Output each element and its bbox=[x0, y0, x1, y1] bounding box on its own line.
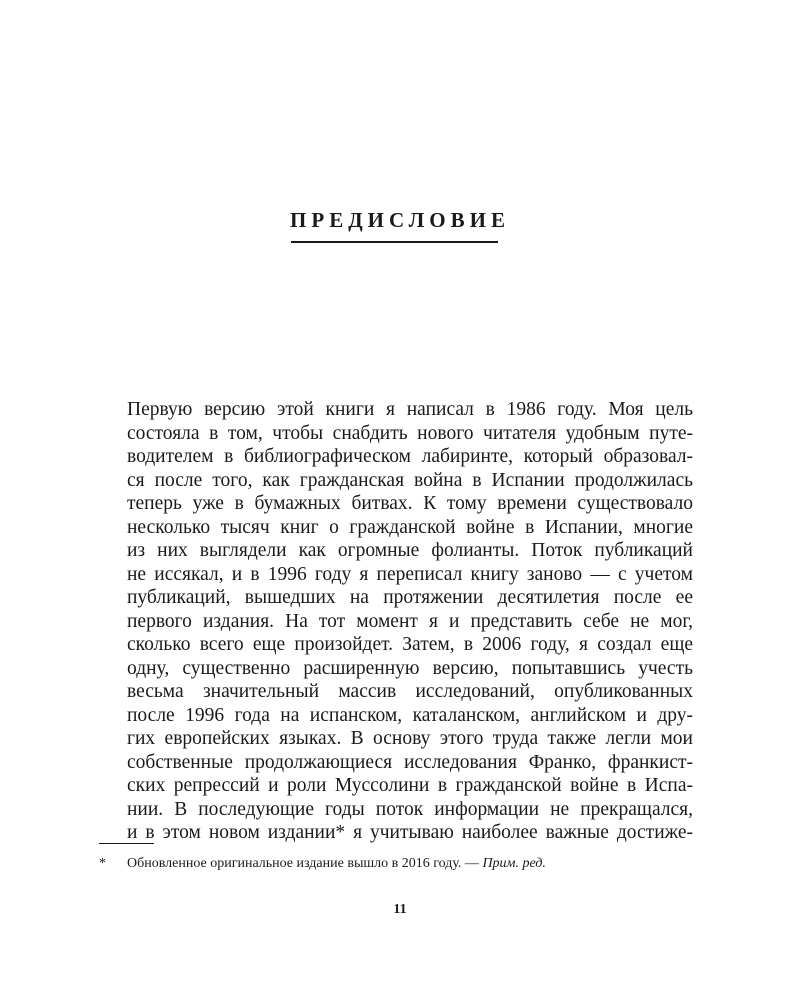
chapter-heading: ПРЕДИСЛОВИЕ bbox=[290, 208, 510, 232]
body-line: несколько тысяч книг о гражданской войне в Испании, многие bbox=[127, 516, 693, 538]
body-line: Первую версию этой книги я написал в 1986 году. Моя цель bbox=[127, 399, 693, 420]
page-number: 11 bbox=[393, 902, 407, 917]
body-line: теперь уже в бумажных битвах. К тому времени существовало bbox=[127, 493, 693, 514]
body-text bbox=[127, 398, 693, 845]
body-line: собственные продолжающиеся исследования Франко, франкист- bbox=[127, 751, 693, 773]
body-line: не иссякал, и в 1996 году я переписал книгу заново — с учетом bbox=[127, 563, 693, 585]
body-line: одну, существенно расширенную версию, попытавшись учесть bbox=[127, 657, 693, 679]
body-line: гих европейских языках. В основу этого труда также легли мои bbox=[127, 728, 693, 749]
footnote-text: Обновленное оригинальное издание вышло в 2016 году. — bbox=[127, 856, 483, 871]
body-line: сколько всего еще произойдет. Затем, в 2006 году, я создал еще bbox=[127, 634, 693, 655]
body-line: после 1996 года на испанском, каталанском, английском и дру- bbox=[127, 704, 693, 726]
footnote-marker: * bbox=[99, 856, 106, 871]
footnote-separator bbox=[99, 843, 154, 844]
body-line: из них выглядели как огромные фолианты. Поток публикаций bbox=[127, 540, 693, 561]
body-line: водителем в библиографическом лабиринте, который образовал- bbox=[127, 446, 693, 467]
footnote-attribution: Прим. ред. bbox=[482, 856, 546, 871]
body-line: весьма значительный массив исследований, опубликованных bbox=[127, 681, 693, 702]
body-line: публикаций, вышедших на протяжении десятилетия после ее bbox=[127, 587, 693, 608]
body-line: нии. В последующие годы поток информации не прекращался, bbox=[127, 798, 693, 820]
body-line: первого издания. На тот момент я и представить себе не мог, bbox=[127, 610, 693, 632]
body-line: состояла в том, чтобы снабдить нового читателя удобным путе- bbox=[127, 422, 693, 444]
heading-underline bbox=[291, 241, 498, 243]
footnote bbox=[99, 855, 546, 873]
body-line: ся после того, как гражданская война в Испании продолжилась bbox=[127, 469, 693, 491]
body-line: и в этом новом издании* я учитываю наиболее важные достиже- bbox=[127, 822, 693, 843]
body-line: ских репрессий и роли Муссолини в гражданской войне в Испа- bbox=[127, 775, 693, 796]
